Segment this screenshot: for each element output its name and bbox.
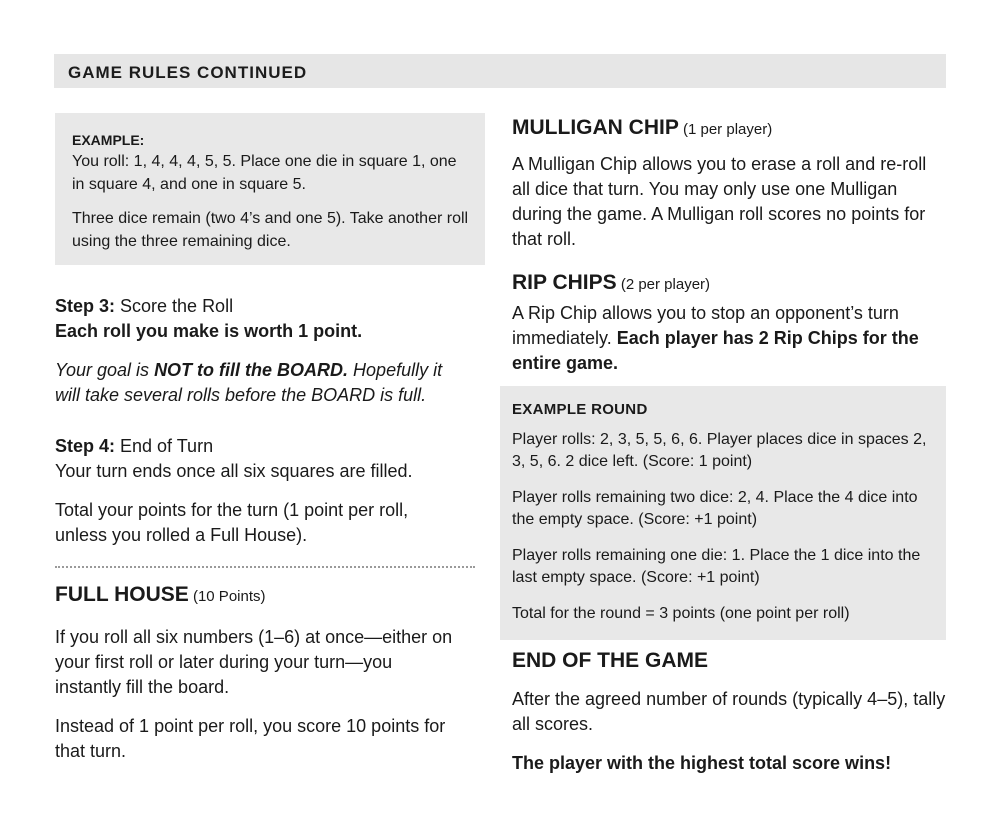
step-3-goal-bold: NOT to fill the BOARD. [154,360,349,380]
example-round-line-2: Player rolls remaining two dice: 2, 4. Place the 4 dice into the empty space. (Score: +1 point) [512,489,918,528]
step-4-text-1: Your turn ends once all six squares are filled. [55,461,413,481]
step-3-goal-text [55,358,465,408]
example-box [55,113,485,265]
full-house-subtitle: (10 Points) [188,588,266,605]
section-header-title: GAME RULES CONTINUED [68,63,308,82]
rip-chips-text-plain: A Rip Chip allows you to stop an opponent’s turn immediately. [512,303,899,348]
full-house-title: FULL HOUSE [55,583,189,606]
step-4-label: Step 4: [55,436,116,456]
example-text-2: Three dice remain (two 4’s and one 5). Take another roll using the three remaining dice. [72,210,469,250]
end-game-title: END OF THE GAME [512,649,709,672]
rip-chips-heading [512,269,942,299]
rip-chips-section [512,269,942,376]
step-3-heading [55,294,475,319]
step-3-goal-pre: Your goal is [55,360,155,380]
end-game-winner-text: The player with the highest total score wins! [512,753,892,773]
full-house-heading [55,581,480,611]
step-4-title: End of Turn [115,436,214,456]
full-house-section [55,581,480,764]
mulligan-title: MULLIGAN CHIP [512,116,679,139]
step-3-bold-text: Each roll you make is worth 1 point. [55,321,363,341]
full-house-text-1: If you roll all six numbers (1–6) at once—either on your first roll or later during your turn—you instantly fill the board. [55,627,453,697]
dotted-divider [55,566,475,568]
example-round-line-1: Player rolls: 2, 3, 5, 5, 6, 6. Player places dice in spaces 2, 3, 5, 6. 2 dice left. (Score: 1 point) [512,431,927,470]
mulligan-text: A Mulligan Chip allows you to erase a roll and re-roll all dice that turn. You may only use one Mulligan during the game. A Mulligan roll scores no points for that roll. [512,154,927,249]
rip-chips-text [512,301,940,376]
end-game-text: After the agreed number of rounds (typically 4–5), tally all scores. [512,689,946,734]
section-header-bar [54,54,946,88]
rip-chips-subtitle: (2 per player) [616,276,711,293]
example-round-box [500,386,946,640]
step-3-label: Step 3: [55,296,116,316]
step-3-title: Score the Roll [115,296,234,316]
end-game-section [512,647,947,776]
step-4-text-2: Total your points for the turn (1 point per roll, unless you rolled a Full House). [55,500,409,545]
rip-chips-title: RIP CHIPS [512,271,617,294]
example-label: EXAMPLE: [72,132,145,148]
step-3-section [55,294,475,408]
example-text-1: You roll: 1, 4, 4, 4, 5, 5. Place one die in square 1, one in square 4, and one in square 5. [72,153,457,193]
step-4-section [55,434,475,548]
step-3-goal-post: Hopefully it will take several rolls before the BOARD is full. [55,360,443,405]
full-house-text-2: Instead of 1 point per roll, you score 10 points for that turn. [55,716,446,761]
mulligan-section [512,114,942,252]
rip-chips-text-bold: Each player has 2 Rip Chips for the entire game. [512,328,919,373]
mulligan-subtitle: (1 per player) [678,121,773,138]
mulligan-heading [512,114,942,144]
step-4-heading [55,434,475,459]
example-round-title: EXAMPLE ROUND [512,401,648,418]
example-round-line-4: Total for the round = 3 points (one point per roll) [512,605,850,622]
example-round-line-3: Player rolls remaining one die: 1. Place the 1 dice into the last empty space. (Score: +1 point) [512,547,921,586]
